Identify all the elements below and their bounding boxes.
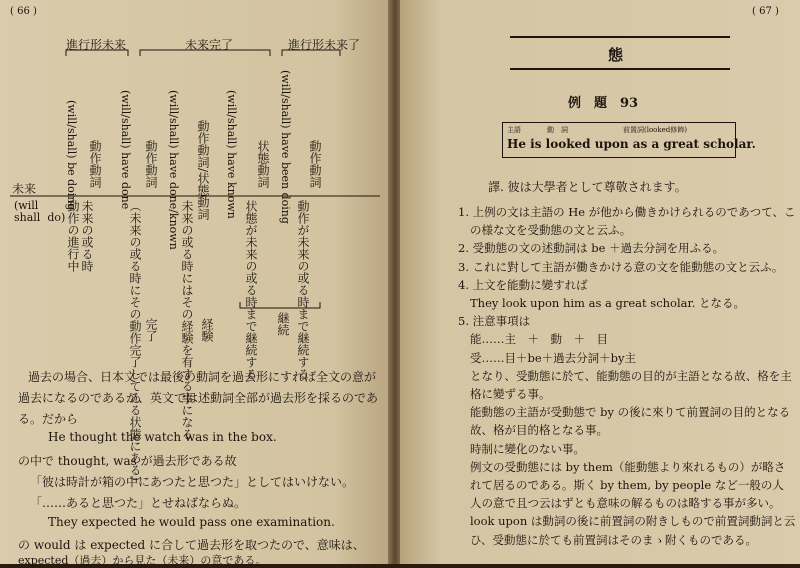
title-rule-bottom [510, 68, 730, 70]
para1-line1: 過去の場合、日本文では最後の動詞を過去形にすれば全文の意が [28, 370, 377, 384]
label-progressive-future-left: 進行形未来 [66, 38, 127, 52]
note-line-5: expected（過去）から見た（未来）の意である。 [18, 554, 267, 567]
para1-line2: 過去になるのであるが、英文では述動詞全部が過去形を採るのであ [18, 391, 379, 405]
example-sentence-1: He thought the watch was in the box. [48, 430, 277, 444]
explanation-line: 人の意で且つ云はずとも意味の解るものは略する事が多い。 [470, 496, 781, 511]
col4-verb-type: 動作動詞/状態動詞 [196, 120, 210, 221]
col6-note: 動作が未来の或る時まで継続する [296, 200, 310, 380]
label-kanryo: 完了 [144, 318, 158, 342]
col4-english: (will/shall) have done/known [167, 90, 180, 250]
col2-english: (will/shall) be doing [65, 100, 78, 211]
note-line-1: の中で thought, was が過去形である故 [18, 454, 237, 468]
explanation-line: の様な文を受動態の文と云ふ。 [470, 223, 632, 238]
explanation-line: 受……目＋be＋過去分詞＋by主 [470, 350, 637, 365]
will-shall-do: (will shall do) [14, 199, 66, 224]
explanation-line: 3. これに對して主語が働きかける意の文を能動態の文と云ふ。 [458, 259, 784, 274]
col3-note: （未来の或る時にその動作完了してゐる状態にある） [128, 200, 142, 488]
explanation-line: れて居るのである。斯く by them, by people など一般の人 [470, 478, 784, 492]
note-line-3: 「……あると思つた」とせねばならぬ。 [30, 496, 247, 510]
col5-note: 状態が未来の或る時まで継続する [244, 200, 258, 380]
explanation-line: 例文の受動態には by them（能動態より來れるもの）が略さ [470, 459, 786, 474]
example-box [502, 122, 756, 158]
box-label-prep: 前置詞(looked修飾) [623, 126, 687, 134]
title-rule-top [510, 36, 730, 38]
right-page [400, 0, 800, 564]
explanation-line: look upon は動詞の後に前置詞の附きしもので前置詞動詞と云 [470, 514, 796, 529]
example-heading: 例 題 93 [568, 96, 639, 111]
explanation-line: ひ、受動態に於ても前置詞はそのまゝ附くものである。 [470, 532, 758, 547]
label-progressive-future-right: 進行形未来了 [288, 38, 361, 52]
left-page [0, 0, 392, 567]
para1-line3: る。だから [18, 412, 79, 426]
col5-verb-type: 状態動詞 [256, 140, 270, 188]
label-future-perfect: 未来完了 [185, 38, 234, 52]
side-label-future: 未来 [12, 182, 37, 196]
example-sentence-2: They expected he would pass one examination. [48, 515, 335, 529]
explanation-line: They look upon him as a great scholar. となる。 [470, 296, 746, 310]
col3-verb-type: 動作動詞 [144, 140, 158, 188]
label-keizoku: 継続 [276, 312, 290, 336]
col2-verb-type: 動作動詞 [88, 140, 102, 188]
explanation-line: 1. 上例の文は主語の He が他から働きかけられるのであつて、こ [458, 205, 796, 219]
col3-english: (will/shall) have done [119, 90, 132, 210]
col1-note2: 動作の進行中 [66, 200, 80, 272]
explanation-line: 能……主 ＋ 動 ＋ 目 [470, 332, 608, 347]
explanation-line: 4. 上文を能動に變すれば [458, 277, 588, 292]
explanation-line: 2. 受動態の文の述動詞は be ＋過去分詞を用ふる。 [458, 241, 725, 256]
box-label-subject: 主語 [507, 126, 521, 134]
explanation-line: となり、受動態に於て、能動態の目的が主語となる故、格を主 [470, 368, 792, 383]
col5-english: (will/shall) have known [225, 90, 238, 219]
explanation-line: 格に變ずる事。 [470, 387, 551, 401]
box-sentence: He is looked upon as a great scholar. [507, 137, 756, 151]
col6-verb-type: 動作動詞 [308, 140, 322, 188]
page-number-left: ( 66 ) [10, 6, 37, 17]
box-label-verb: 動 詞 [547, 126, 568, 134]
explanation-line: 故、格が目的格となる事。 [470, 423, 608, 438]
explanation-line: 能動態の主語が受動態で by の後に來りて前置詞の目的となる [470, 405, 791, 420]
section-title: 態 [608, 46, 628, 64]
explanation-line: 時制に變化のない事。 [470, 441, 585, 456]
label-keiken: 経験 [200, 318, 214, 342]
page-number-right: ( 67 ) [752, 6, 779, 17]
explanation-line: 5. 注意事項は [458, 314, 531, 329]
col1-note: 未来の或る時 [80, 200, 94, 272]
note-line-4: の would は expected に合して過去形を取つたので、意味は、 [18, 538, 365, 552]
note-line-2: 「彼は時計が箱の中にあつたと思つた」としてはいけない。 [30, 475, 355, 489]
col6-english: (will/shall) have been doing [279, 70, 292, 224]
col4-note: 未来の或る時にはその経験を有する事になる [180, 200, 194, 440]
translation: 譯. 彼は大學者として尊敬されます。 [488, 180, 687, 194]
